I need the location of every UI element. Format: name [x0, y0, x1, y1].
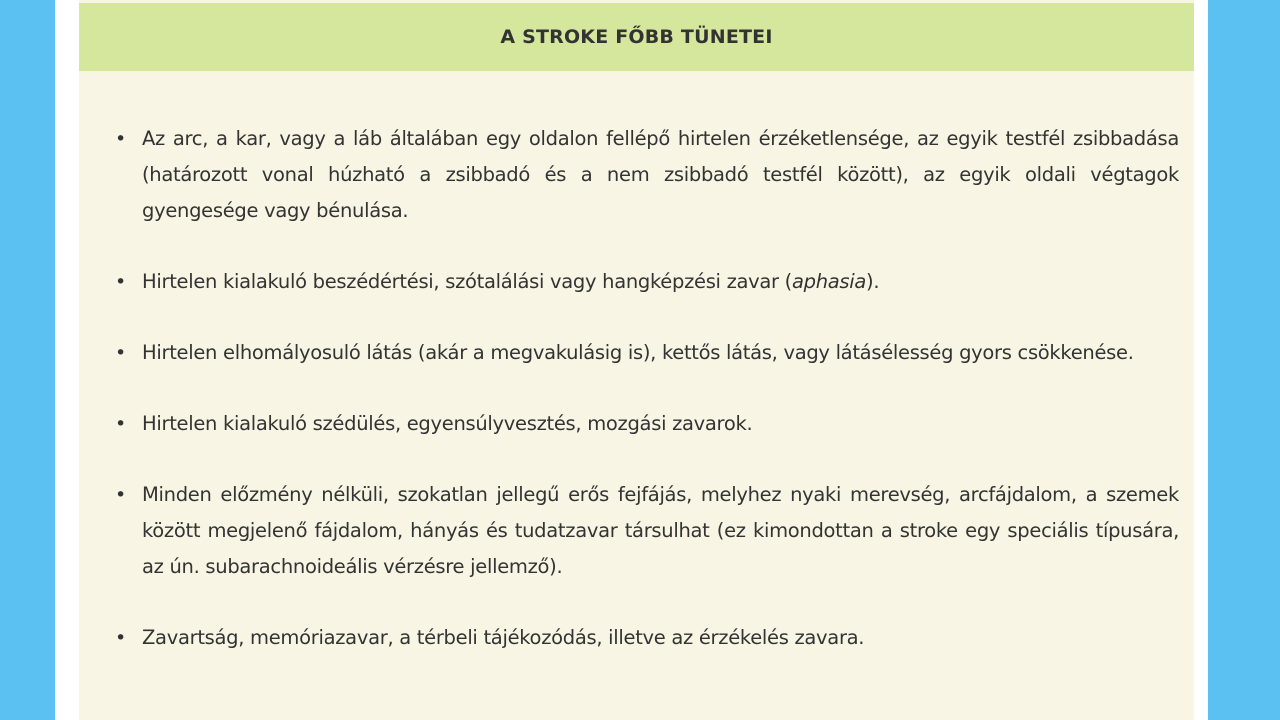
- symptom-list: [115, 121, 1179, 691]
- list-item: [115, 620, 1179, 656]
- bullet-icon: •: [115, 484, 126, 506]
- symptom-text: Hirtelen kialakuló beszédértési, szótalálási vagy hangképzési zavar (: [142, 270, 792, 293]
- list-item: [115, 121, 1179, 229]
- slide-page: [55, 0, 1208, 720]
- symptom-text: Az arc, a kar, vagy a láb általában egy oldalon fellépő hirtelen érzéketlensége, az egyik testfél zsibbadása (határozott vonal húzható a zsibbadó és a nem zsibbadó testfél között), az egyik oldali végtagok gyengesége vagy bénulása.: [142, 127, 1179, 222]
- bullet-icon: •: [115, 342, 126, 364]
- bullet-icon: •: [115, 413, 126, 435]
- list-item: [115, 335, 1179, 371]
- symptom-text: Hirtelen kialakuló szédülés, egyensúlyvesztés, mozgási zavarok.: [142, 412, 753, 435]
- title-bar: [79, 3, 1194, 71]
- symptom-text: Minden előzmény nélküli, szokatlan jellegű erős fejfájás, melyhez nyaki merevség, arcfájdalom, a szemek között megjelenő fájdalom, hányás és tudatzavar társulhat (ez kimondottan a stroke egy speciális típusára, az ún. subarachnoideális vérzésre jellemző).: [142, 483, 1179, 578]
- list-item: [115, 406, 1179, 442]
- page-title: A STROKE FŐBB TÜNETEI: [500, 26, 773, 48]
- list-item: [115, 477, 1179, 585]
- bullet-icon: •: [115, 128, 126, 150]
- symptom-text: Hirtelen elhomályosuló látás (akár a megvakulásig is), kettős látás, vagy látásélesség gyors csökkenése.: [142, 341, 1134, 364]
- list-item: [115, 264, 1179, 300]
- symptom-text-end: ).: [866, 270, 880, 293]
- bullet-icon: •: [115, 271, 126, 293]
- symptom-text: Zavartság, memóriazavar, a térbeli tájékozódás, illetve az érzékelés zavara.: [142, 626, 865, 649]
- bullet-icon: •: [115, 627, 126, 649]
- symptoms-box: [79, 0, 1194, 720]
- symptom-emphasis: aphasia: [791, 270, 867, 293]
